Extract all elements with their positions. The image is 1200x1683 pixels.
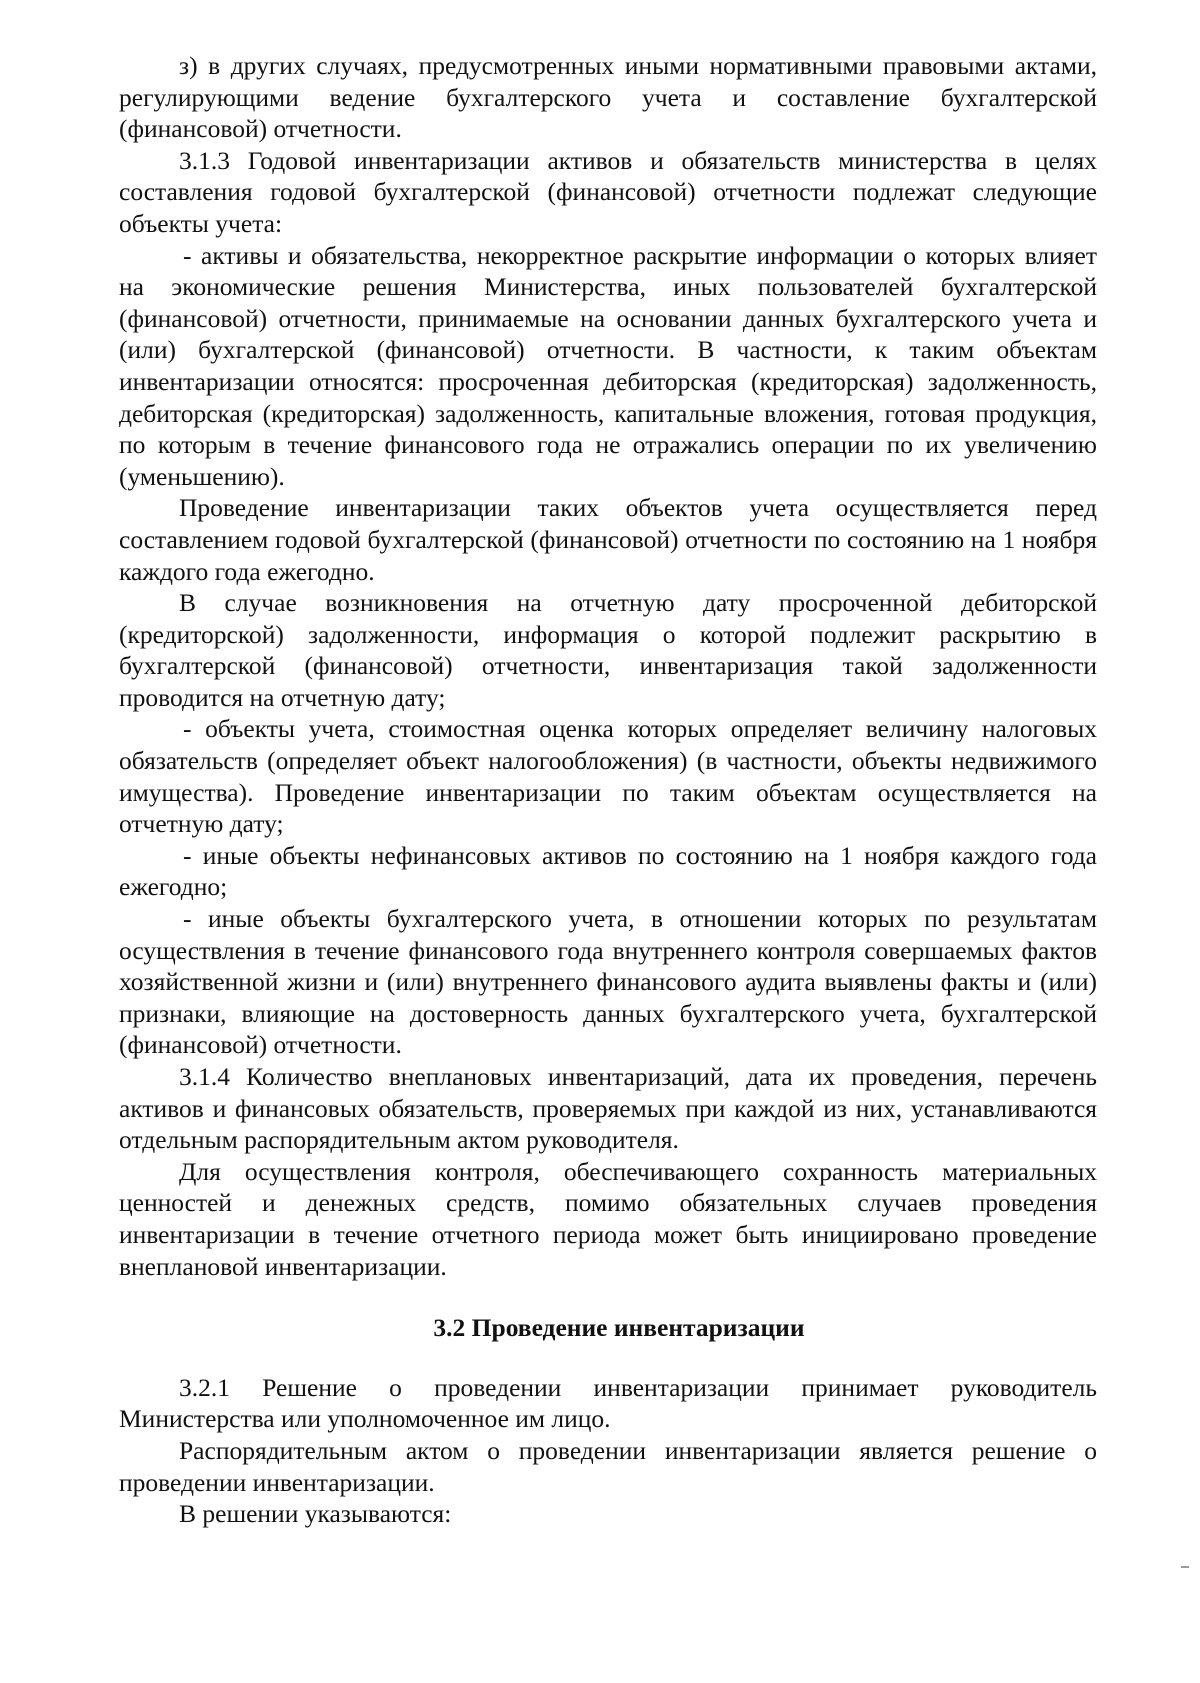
paragraph-unscheduled-inventory: Для осуществления контроля, обеспечивающего сохранность материальных ценностей и денежных средств, помимо обязательных случаев проведения инвентаризации в течение отчетного периода может быть инициировано проведение внеплановой инвентаризации.	[119, 1156, 1097, 1281]
spacer	[119, 1282, 1097, 1312]
scan-artifact	[1181, 1566, 1189, 1568]
paragraph-inventory-before-report: Проведение инвентаризации таких объектов учета осуществляется перед составлением годовой бухгалтерской (финансовой) отчетности по состоянию на 1 ноября каждого года ежегодно.	[119, 493, 1097, 586]
list-item-assets-obligations: - активы и обязательства, некорректное раскрытие информации о которых влияет на экономические решения Министерства, иных пользователей бухгалтерской (финансовой) отчетности, принимаемые на основании данных бухгалтерского учета и (или) бухгалтерской (финансовой) отчетности. В частности, к таким объектам инвентаризации относятся: просроченная дебиторская (кредиторская) задолженность, дебиторская (кредиторская) задолженность, капитальные вложения, готовая продукция, по которым в течение финансового года не отражались операции по их увеличению (уменьшению).	[119, 240, 1097, 491]
spacer	[119, 1344, 1097, 1372]
section-heading: 3.2 Проведение инвентаризации	[433, 1313, 805, 1343]
paragraph-item-z: з) в других случаях, предусмотренных иными нормативными правовыми актами, регулирующими ведение бухгалтерского учета и составление бухгалтерской (финансовой) отчетности.	[119, 51, 1097, 144]
list-item-tax-objects: - объекты учета, стоимостная оценка которых определяет величину налоговых обязательств (определяет объект налогообложения) (в частности, объекты недвижимого имущества). Проведение инвентаризации по таким объектам осуществляется на отчетную дату;	[119, 714, 1097, 839]
document-page	[119, 50, 1097, 1530]
paragraph-3-1-4: 3.1.4 Количество внеплановых инвентаризаций, дата их проведения, перечень активов и финансовых обязательств, проверяемых при каждой из них, устанавливаются отдельным распорядительным актом руководителя.	[119, 1062, 1097, 1155]
paragraph-3-2-1: 3.2.1 Решение о проведении инвентаризации принимает руководитель Министерства или уполномоченное им лицо.	[119, 1372, 1097, 1434]
paragraph-overdue-debt: В случае возникновения на отчетную дату просроченной дебиторской (кредиторской) задолженности, информация о которой подлежит раскрытию в бухгалтерской (финансовой) отчетности, инвентаризация такой задолженности проводится на отчетную дату;	[119, 588, 1097, 712]
list-item-other-accounting-objects: - иные объекты бухгалтерского учета, в отношении которых по результатам осуществления в течение финансового года внутреннего контроля совершаемых фактов хозяйственной жизни и (или) внутреннего финансового аудита выявлены факты и (или) признаки, влияющие на достоверность данных бухгалтерского учета, бухгалтерской (финансовой) отчетности.	[119, 904, 1097, 1060]
paragraph-3-1-3: 3.1.3 Годовой инвентаризации активов и обязательств министерства в целях составления годовой бухгалтерской (финансовой) отчетности подлежат следующие объекты учета:	[119, 145, 1097, 238]
list-item-nonfinancial-assets: - иные объекты нефинансовых активов по состоянию на 1 ноября каждого года ежегодно;	[119, 840, 1097, 902]
paragraph-order-act: Распорядительным актом о проведении инвентаризации является решение о проведении инвентаризации.	[119, 1435, 1097, 1497]
paragraph-decision-contents: В решении указываются:	[179, 1499, 452, 1529]
